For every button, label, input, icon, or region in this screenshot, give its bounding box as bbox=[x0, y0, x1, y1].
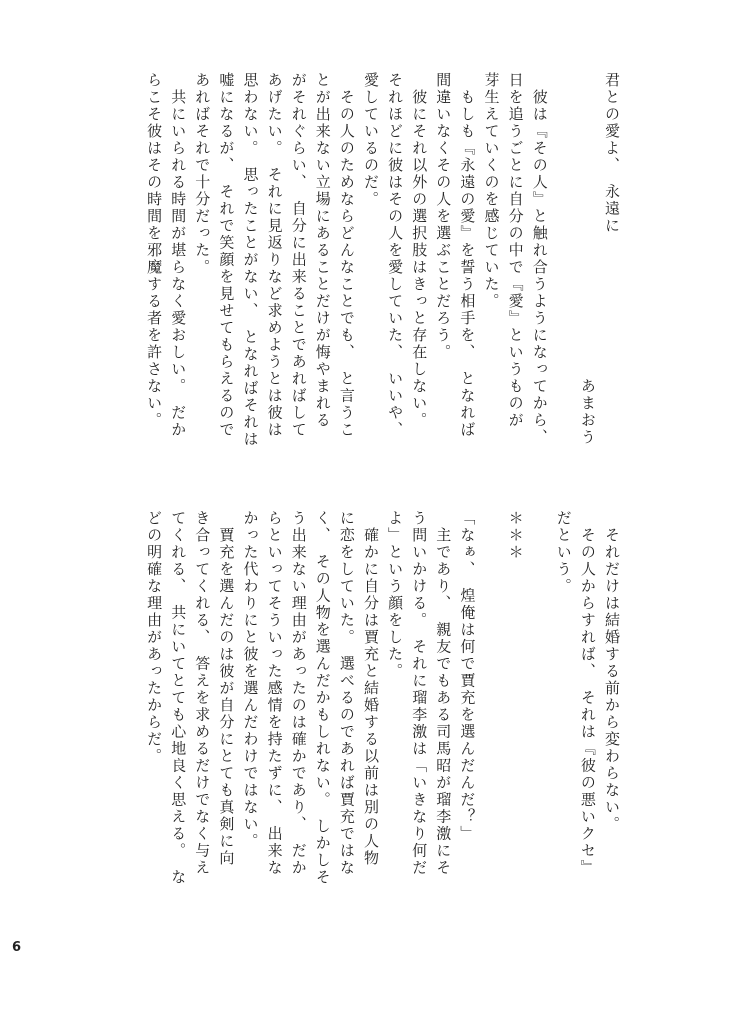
section1-line: その人のためならどんなことでも、 と言うこ bbox=[337, 89, 356, 439]
author-name: あまおう bbox=[578, 378, 597, 446]
section1-line: もしも『永遠の愛』を誓う相手を、 となれば bbox=[458, 89, 477, 439]
section2-line: その人からすれば、 それは『彼の悪いクセ』 bbox=[578, 527, 597, 877]
section2-line: う出来ない理由があったのは確かであり、 だか bbox=[289, 510, 308, 877]
section2-line: 主であり、 親友でもある司馬昭が瑠李激にそ bbox=[434, 527, 453, 877]
section1-line: 間違いなくその人を選ぶことだろう。 bbox=[434, 72, 453, 361]
section2-line: う問いかける。 それに瑠李激は「いきなり何だ bbox=[410, 510, 429, 877]
section2-line: 「なぁ、 煌俺は何で賈充を選んだんだ？」 bbox=[458, 510, 477, 843]
section2-line: き合ってくれる、 答えを求めるだけでなく与え bbox=[193, 510, 212, 877]
section2-line: ＊＊＊ bbox=[506, 510, 525, 561]
section1-line: 彼は『その人』と触れ合うようになってから、 bbox=[530, 89, 549, 446]
section1-line: あげたい。 それに見返りなど求めようとは彼は bbox=[265, 72, 284, 439]
section1-line: それほどに彼はその人を愛していた、 いいや、 bbox=[386, 72, 405, 439]
section2-line: らといってそういった感情を持たずに、 出来な bbox=[265, 510, 284, 877]
page-number: 6 bbox=[12, 940, 22, 955]
section2-line: てくれる、 共にいてとても心地良く思える。 な bbox=[169, 510, 188, 886]
story-title: 君との愛よ、 永遠に bbox=[603, 72, 621, 235]
section1-line: らこそ彼はその時間を邪魔する者を許さない。 bbox=[145, 72, 164, 429]
section1-line: 芽生えていくのを感じていた。 bbox=[482, 72, 501, 310]
section2-line: に恋をしていた。 選べるのであれば賈充ではな bbox=[337, 510, 356, 877]
section1-line: 共にいられる時間が堪らなく愛おしい。 だか bbox=[169, 89, 188, 439]
section2-line: よ」という顔をした。 bbox=[386, 510, 405, 680]
section2-line: だという。 bbox=[554, 510, 573, 595]
section1-line: あればそれで十分だった。 bbox=[193, 72, 212, 276]
section1-line: 思わない。 思ったことがない、 となればそれは bbox=[241, 72, 260, 448]
section2-line: 賈充を選んだのは彼が自分にとても真剣に向 bbox=[217, 527, 236, 867]
section1-line: とが出来ない立場にあることだけが悔やまれる bbox=[313, 72, 332, 429]
section2-line: 確かに自分は賈充と結婚する以前は別の人物 bbox=[362, 527, 380, 867]
section2-line: それだけは結婚する前から変わらない。 bbox=[603, 527, 621, 833]
section1-line: 日を追うごとに自分の中で『愛』というものが bbox=[506, 72, 525, 429]
section2-line: どの明確な理由があったからだ。 bbox=[145, 510, 164, 765]
section2-line: かった代わりにと彼を選んだわけではない。 bbox=[241, 510, 260, 850]
section1-line: がそれぐらい、 自分に出来ることであればして bbox=[289, 72, 308, 439]
section1-line: 嘘になるが、 それで笑顔を見せてもらえるので bbox=[217, 72, 236, 439]
section1-line: 彼にそれ以外の選択肢はきっと存在しない。 bbox=[410, 89, 429, 429]
section1-line: 愛しているのだ。 bbox=[362, 72, 380, 208]
section2-line: く、 その人物を選んだかもしれない。 しかしそ bbox=[313, 510, 332, 886]
